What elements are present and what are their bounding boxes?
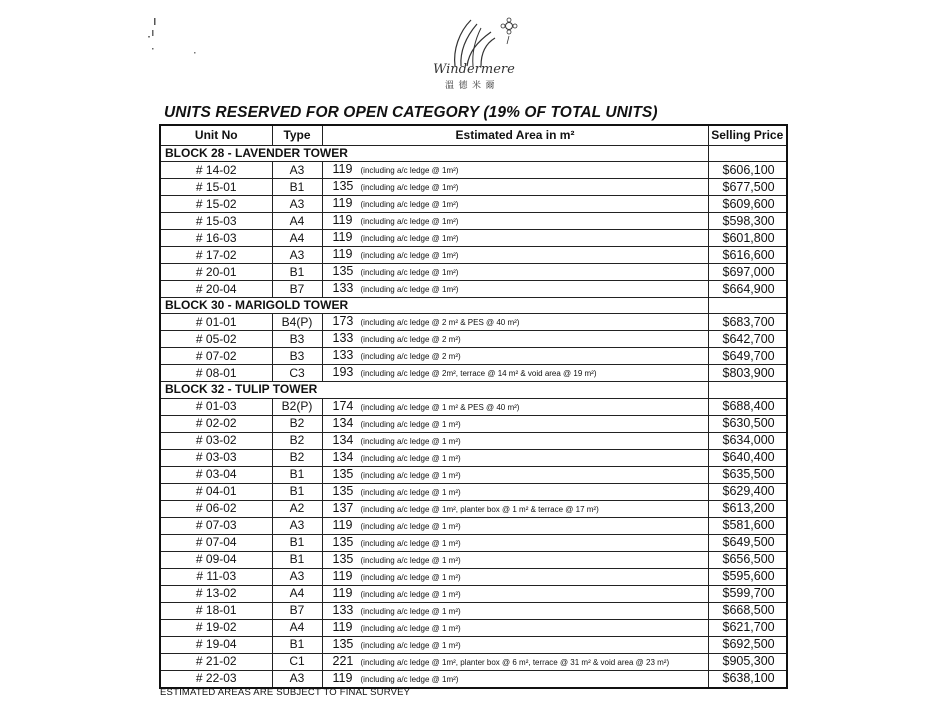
- table-row: [160, 196, 787, 213]
- table-row: [160, 398, 787, 415]
- area-note: (including a/c ledge @ 1m², planter box @ 6 m², terrace @ 31 m² & void area @ 23 m²): [360, 657, 670, 667]
- area-cell: [322, 670, 708, 688]
- type-cell: A3: [272, 670, 322, 688]
- type-cell: B1: [272, 636, 322, 653]
- area-value: 133: [332, 348, 354, 363]
- selling-price-cell: $601,800: [708, 230, 787, 247]
- block-heading-row: [160, 382, 787, 398]
- type-cell: C3: [272, 365, 322, 382]
- area-cell: [322, 517, 708, 534]
- area-value: 133: [332, 281, 354, 296]
- table-row: [160, 602, 787, 619]
- area-note: (including a/c ledge @ 1m²): [360, 285, 459, 295]
- area-cell: [322, 230, 708, 247]
- area-note: (including a/c ledge @ 1 m²): [360, 589, 461, 599]
- selling-price-cell: $692,500: [708, 636, 787, 653]
- logo-brand-text: Windermere: [433, 62, 515, 77]
- type-cell: B1: [272, 483, 322, 500]
- area-value: 135: [332, 466, 354, 481]
- unit-no-cell: # 03-03: [160, 449, 272, 466]
- unit-no-cell: # 15-02: [160, 196, 272, 213]
- area-cell: [322, 348, 708, 365]
- area-note: (including a/c ledge @ 1 m²): [360, 572, 461, 582]
- selling-price-cell: $697,000: [708, 264, 787, 281]
- selling-price-cell: $621,700: [708, 619, 787, 636]
- table-row: [160, 466, 787, 483]
- type-cell: A3: [272, 247, 322, 264]
- selling-price-cell: $595,600: [708, 568, 787, 585]
- header-selling-price: Selling Price: [708, 125, 787, 146]
- area-note: (including a/c ledge @ 2 m²): [360, 335, 461, 345]
- unit-no-cell: # 19-04: [160, 636, 272, 653]
- selling-price-cell: $613,200: [708, 500, 787, 517]
- area-value: 119: [332, 619, 353, 634]
- unit-no-cell: # 15-03: [160, 213, 272, 230]
- unit-no-cell: # 20-01: [160, 264, 272, 281]
- area-note: (including a/c ledge @ 1 m²): [360, 470, 461, 480]
- area-cell: [322, 568, 708, 585]
- area-note: (including a/c ledge @ 1 m²): [360, 623, 461, 633]
- table-row: [160, 331, 787, 348]
- unit-no-cell: # 01-01: [160, 314, 272, 331]
- type-cell: B1: [272, 534, 322, 551]
- area-note: (including a/c ledge @ 1m²): [360, 268, 459, 278]
- area-note: (including a/c ledge @ 1 m²): [360, 521, 461, 531]
- unit-no-cell: # 01-03: [160, 398, 272, 415]
- table-row: [160, 348, 787, 365]
- type-cell: A4: [272, 585, 322, 602]
- area-note: (including a/c ledge @ 1m²): [360, 183, 459, 193]
- footer-note: ESTIMATED AREAS ARE SUBJECT TO FINAL SURVEY: [160, 687, 411, 698]
- selling-price-cell: $606,100: [708, 162, 787, 179]
- type-cell: B2: [272, 432, 322, 449]
- type-cell: A3: [272, 162, 322, 179]
- table-row: [160, 179, 787, 196]
- area-cell: [322, 179, 708, 196]
- table-row: [160, 415, 787, 432]
- table-row: [160, 432, 787, 449]
- block-name: BLOCK 32 - TULIP TOWER: [160, 382, 708, 398]
- area-value: 119: [332, 213, 353, 228]
- logo-chinese-text: 溫 德 米 爾: [445, 80, 496, 90]
- type-cell: B7: [272, 602, 322, 619]
- area-value: 119: [332, 162, 353, 177]
- selling-price-cell: $598,300: [708, 213, 787, 230]
- unit-no-cell: # 06-02: [160, 500, 272, 517]
- block-empty-cell: [708, 298, 787, 314]
- unit-no-cell: # 17-02: [160, 247, 272, 264]
- selling-price-cell: $683,700: [708, 314, 787, 331]
- unit-no-cell: # 21-02: [160, 653, 272, 670]
- type-cell: A3: [272, 517, 322, 534]
- area-cell: [322, 551, 708, 568]
- area-cell: [322, 585, 708, 602]
- area-note: (including a/c ledge @ 1m²): [360, 674, 459, 684]
- table-row: [160, 500, 787, 517]
- area-note: (including a/c ledge @ 1m²): [360, 166, 459, 176]
- area-value: 134: [332, 432, 354, 447]
- unit-no-cell: # 09-04: [160, 551, 272, 568]
- area-value: 173: [332, 314, 354, 329]
- type-cell: B7: [272, 281, 322, 298]
- unit-no-cell: # 19-02: [160, 619, 272, 636]
- area-cell: [322, 281, 708, 298]
- block-heading-row: [160, 298, 787, 314]
- type-cell: B3: [272, 331, 322, 348]
- table-row: [160, 585, 787, 602]
- table-row: [160, 619, 787, 636]
- area-value: 119: [332, 230, 353, 245]
- type-cell: A4: [272, 619, 322, 636]
- area-value: 119: [332, 247, 353, 262]
- table-row: [160, 449, 787, 466]
- area-cell: [322, 449, 708, 466]
- type-cell: B3: [272, 348, 322, 365]
- selling-price-cell: $905,300: [708, 653, 787, 670]
- selling-price-cell: $803,900: [708, 365, 787, 382]
- unit-no-cell: # 07-03: [160, 517, 272, 534]
- table-row: [160, 213, 787, 230]
- table-row: [160, 653, 787, 670]
- selling-price-cell: $649,700: [708, 348, 787, 365]
- area-cell: [322, 636, 708, 653]
- selling-price-cell: $649,500: [708, 534, 787, 551]
- table-row: [160, 162, 787, 179]
- area-value: 137: [332, 500, 354, 515]
- area-note: (including a/c ledge @ 1 m²): [360, 453, 461, 463]
- area-note: (including a/c ledge @ 1m²): [360, 234, 459, 244]
- area-note: (including a/c ledge @ 1m²): [360, 217, 459, 227]
- area-note: (including a/c ledge @ 1m²): [360, 251, 459, 261]
- type-cell: C1: [272, 653, 322, 670]
- selling-price-cell: $616,600: [708, 247, 787, 264]
- area-value: 221: [332, 653, 354, 668]
- area-cell: [322, 398, 708, 415]
- area-note: (including a/c ledge @ 1 m²): [360, 606, 461, 616]
- selling-price-cell: $642,700: [708, 331, 787, 348]
- area-value: 135: [332, 636, 354, 651]
- area-value: 134: [332, 449, 354, 464]
- unit-no-cell: # 22-03: [160, 670, 272, 688]
- area-value: 119: [332, 670, 353, 685]
- area-value: 193: [332, 365, 354, 380]
- units-table: [159, 124, 788, 689]
- table-row: [160, 314, 787, 331]
- selling-price-cell: $664,900: [708, 281, 787, 298]
- area-note: (including a/c ledge @ 1m²): [360, 200, 459, 210]
- selling-price-cell: $635,500: [708, 466, 787, 483]
- table-row: [160, 365, 787, 382]
- type-cell: B2: [272, 449, 322, 466]
- type-cell: A4: [272, 213, 322, 230]
- header-unit-no: Unit No: [160, 125, 272, 146]
- unit-no-cell: # 07-04: [160, 534, 272, 551]
- selling-price-cell: $629,400: [708, 483, 787, 500]
- unit-no-cell: # 16-03: [160, 230, 272, 247]
- area-cell: [322, 196, 708, 213]
- table-row: [160, 534, 787, 551]
- area-note: (including a/c ledge @ 1 m² & PES @ 40 m²): [360, 402, 520, 412]
- area-cell: [322, 247, 708, 264]
- table-row: [160, 264, 787, 281]
- unit-no-cell: # 15-01: [160, 179, 272, 196]
- area-note: (including a/c ledge @ 1 m²): [360, 538, 461, 548]
- type-cell: B4(P): [272, 314, 322, 331]
- block-heading-row: [160, 146, 787, 162]
- table-body: [160, 146, 787, 688]
- type-cell: A3: [272, 196, 322, 213]
- area-cell: [322, 466, 708, 483]
- selling-price-cell: $581,600: [708, 517, 787, 534]
- area-value: 135: [332, 534, 354, 549]
- table-row: [160, 517, 787, 534]
- type-cell: A3: [272, 568, 322, 585]
- area-note: (including a/c ledge @ 1 m²): [360, 419, 461, 429]
- area-cell: [322, 331, 708, 348]
- area-cell: [322, 602, 708, 619]
- type-cell: B2(P): [272, 398, 322, 415]
- type-cell: B1: [272, 466, 322, 483]
- area-cell: [322, 483, 708, 500]
- area-note: (including a/c ledge @ 2 m²): [360, 352, 461, 362]
- block-empty-cell: [708, 146, 787, 162]
- area-cell: [322, 213, 708, 230]
- area-value: 135: [332, 483, 354, 498]
- unit-no-cell: # 14-02: [160, 162, 272, 179]
- selling-price-cell: $668,500: [708, 602, 787, 619]
- table-header-row: [160, 125, 787, 146]
- area-value: 119: [332, 568, 353, 583]
- area-note: (including a/c ledge @ 1m², planter box @ 1 m² & terrace @ 17 m²): [360, 504, 599, 514]
- block-name: BLOCK 28 - LAVENDER TOWER: [160, 146, 708, 162]
- unit-no-cell: # 02-02: [160, 415, 272, 432]
- area-value: 119: [332, 196, 353, 211]
- area-cell: [322, 500, 708, 517]
- block-name: BLOCK 30 - MARIGOLD TOWER: [160, 298, 708, 314]
- area-value: 133: [332, 602, 354, 617]
- area-cell: [322, 314, 708, 331]
- area-cell: [322, 653, 708, 670]
- area-cell: [322, 432, 708, 449]
- unit-no-cell: # 03-02: [160, 432, 272, 449]
- area-cell: [322, 162, 708, 179]
- type-cell: B1: [272, 264, 322, 281]
- unit-no-cell: # 07-02: [160, 348, 272, 365]
- unit-no-cell: # 08-01: [160, 365, 272, 382]
- type-cell: A2: [272, 500, 322, 517]
- unit-no-cell: # 13-02: [160, 585, 272, 602]
- unit-no-cell: # 11-03: [160, 568, 272, 585]
- table-row: [160, 247, 787, 264]
- type-cell: B1: [272, 179, 322, 196]
- unit-no-cell: # 03-04: [160, 466, 272, 483]
- table-row: [160, 281, 787, 298]
- area-value: 134: [332, 415, 354, 430]
- area-note: (including a/c ledge @ 1 m²): [360, 555, 461, 565]
- area-note: (including a/c ledge @ 1 m²): [360, 487, 461, 497]
- block-empty-cell: [708, 382, 787, 398]
- table-row: [160, 568, 787, 585]
- area-cell: [322, 264, 708, 281]
- selling-price-cell: $630,500: [708, 415, 787, 432]
- area-cell: [322, 619, 708, 636]
- windermere-logo-icon: [425, 14, 525, 94]
- area-cell: [322, 415, 708, 432]
- selling-price-cell: $688,400: [708, 398, 787, 415]
- header-type: Type: [272, 125, 322, 146]
- scan-specks: [142, 14, 202, 64]
- area-note: (including a/c ledge @ 1 m²): [360, 436, 461, 446]
- table-row: [160, 230, 787, 247]
- area-note: (including a/c ledge @ 2 m² & PES @ 40 m²): [360, 318, 520, 328]
- unit-no-cell: # 04-01: [160, 483, 272, 500]
- selling-price-cell: $634,000: [708, 432, 787, 449]
- area-cell: [322, 365, 708, 382]
- selling-price-cell: $656,500: [708, 551, 787, 568]
- area-note: (including a/c ledge @ 2m², terrace @ 14 m² & void area @ 19 m²): [360, 369, 597, 379]
- area-value: 135: [332, 264, 354, 279]
- selling-price-cell: $599,700: [708, 585, 787, 602]
- type-cell: B1: [272, 551, 322, 568]
- area-value: 119: [332, 517, 353, 532]
- unit-no-cell: # 18-01: [160, 602, 272, 619]
- area-note: (including a/c ledge @ 1 m²): [360, 640, 461, 650]
- area-value: 133: [332, 331, 354, 346]
- type-cell: B2: [272, 415, 322, 432]
- area-value: 119: [332, 585, 353, 600]
- selling-price-cell: $638,100: [708, 670, 787, 688]
- unit-no-cell: # 20-04: [160, 281, 272, 298]
- table-row: [160, 483, 787, 500]
- area-value: 174: [332, 398, 354, 413]
- area-value: 135: [332, 179, 354, 194]
- selling-price-cell: $640,400: [708, 449, 787, 466]
- header-estimated-area: Estimated Area in m²: [322, 125, 708, 146]
- selling-price-cell: $677,500: [708, 179, 787, 196]
- area-value: 135: [332, 551, 354, 566]
- type-cell: A4: [272, 230, 322, 247]
- selling-price-cell: $609,600: [708, 196, 787, 213]
- unit-no-cell: # 05-02: [160, 331, 272, 348]
- area-cell: [322, 534, 708, 551]
- table-row: [160, 636, 787, 653]
- page-title: UNITS RESERVED FOR OPEN CATEGORY (19% OF TOTAL UNITS): [164, 104, 658, 121]
- table-row: [160, 670, 787, 688]
- table-row: [160, 551, 787, 568]
